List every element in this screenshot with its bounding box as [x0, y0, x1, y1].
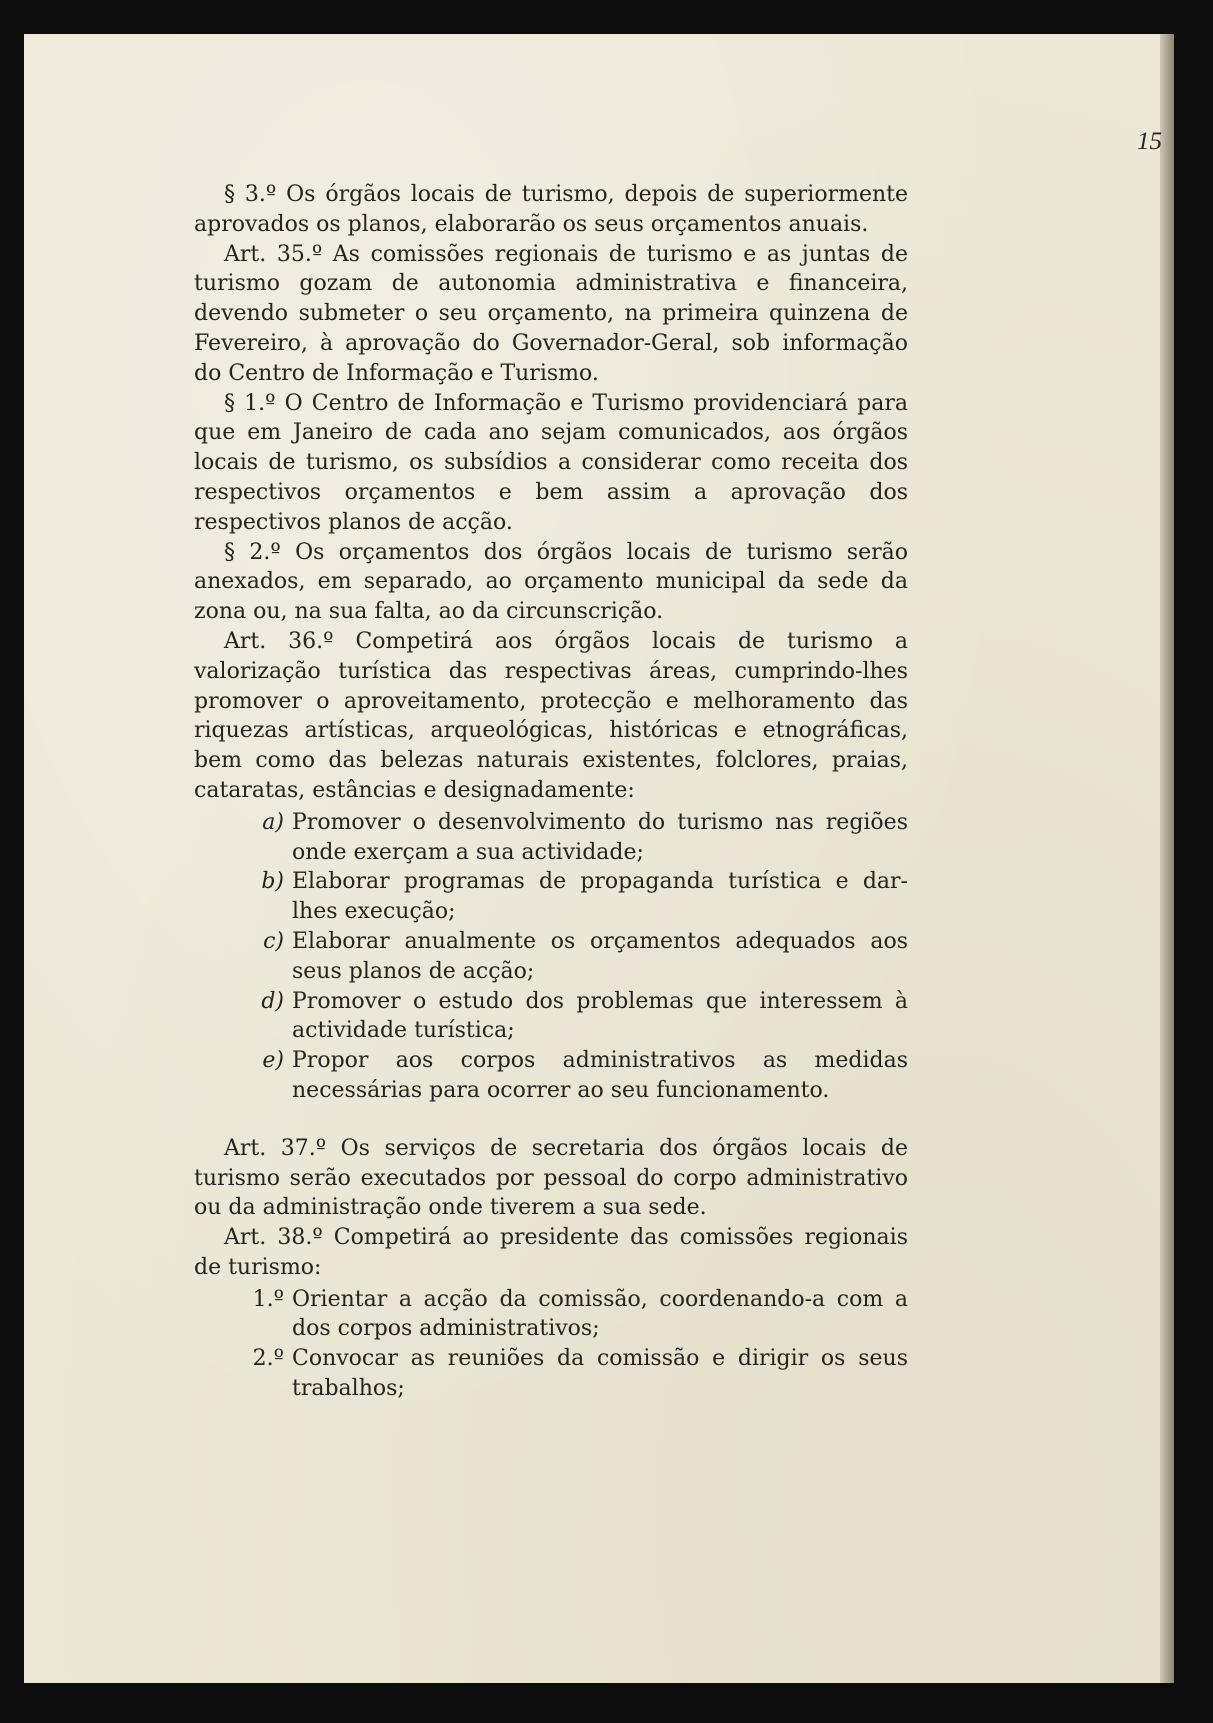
- section-gap: [194, 1106, 908, 1134]
- list-marker: e): [262, 1048, 284, 1074]
- list-marker: c): [263, 928, 284, 954]
- document-body: [194, 180, 908, 1404]
- list-item: [194, 927, 908, 987]
- page-number: 15: [1137, 128, 1162, 155]
- paragraph-art38: Art. 38.º Competirá ao presidente das comissões regionais de turismo:: [194, 1225, 908, 1280]
- list-item: [194, 1046, 908, 1106]
- paragraph-art35-par2: § 2.º Os orçamentos dos órgãos locais de turismo serão anexados, em separado, ao orçamento municipal da sede da zona ou, na sua falta, ao da circunscrição.: [194, 539, 908, 625]
- paragraph-art34-par3: § 3.º Os órgãos locais de turismo, depois de superiormente aprovados os planos, elaborarão os seus orçamentos anuais.: [194, 182, 908, 237]
- paragraph-art35-par1: § 1.º O Centro de Informação e Turismo providenciará para que em Janeiro de cada ano sejam comunicados, aos órgãos locais de turismo, os subsídios a considerar como receita dos respectivos orçamentos e bem assim a aprovação dos respectivos planos de acção.: [194, 390, 908, 535]
- list-marker: d): [261, 988, 284, 1014]
- list-marker: b): [261, 869, 284, 895]
- list-item: [194, 808, 908, 868]
- list-marker: a): [262, 809, 284, 835]
- list-item: [194, 987, 908, 1047]
- list-item-text: Promover o desenvolvimento do turismo nas regiões onde exerçam a sua actividade;: [292, 809, 908, 865]
- list-item-text: Elaborar anualmente os orçamentos adequados aos seus planos de acção;: [292, 928, 908, 984]
- paragraph-art37: Art. 37.º Os serviços de secretaria dos órgãos locais de turismo serão executados por pessoal do corpo administrativo ou da administração onde tiverem a sua sede.: [194, 1135, 908, 1221]
- list-item-text: Elaborar programas de propaganda turística e dar-lhes execução;: [292, 869, 908, 925]
- list-item: [194, 1344, 908, 1404]
- list-marker: 2.º: [252, 1346, 284, 1372]
- list-item-text: Orientar a acção da comissão, coordenando-a com a dos corpos administrativos;: [292, 1286, 908, 1342]
- art38-list: [194, 1285, 908, 1404]
- page-edge-shadow: [1160, 34, 1174, 1683]
- list-item-text: Convocar as reuniões da comissão e dirigir os seus trabalhos;: [292, 1346, 908, 1402]
- list-item-text: Promover o estudo dos problemas que interessem à actividade turística;: [292, 988, 908, 1044]
- list-marker: 1.º: [252, 1286, 284, 1312]
- art36-list: [194, 808, 908, 1106]
- list-item: [194, 867, 908, 927]
- list-item: [194, 1285, 908, 1345]
- paragraph-art35: Art. 35.º As comissões regionais de turismo e as juntas de turismo gozam de autonomia administrativa e financeira, devendo submeter o seu orçamento, na primeira quinzena de Fevereiro, à aprovação do Governador-Geral, sob informação do Centro de Informação e Turismo.: [194, 241, 908, 386]
- paragraph-art36: Art. 36.º Competirá aos órgãos locais de turismo a valorização turística das respectivas áreas, cumprindo-lhes promover o aproveitamento, protecção e melhoramento das riquezas artísticas, arqueológicas, históricas e etnográficas, bem como das belezas naturais existentes, folclores, praias, cataratas, estâncias e designadamente:: [194, 628, 908, 803]
- list-item-text: Propor aos corpos administrativos as medidas necessárias para ocorrer ao seu funcionamento.: [292, 1048, 908, 1103]
